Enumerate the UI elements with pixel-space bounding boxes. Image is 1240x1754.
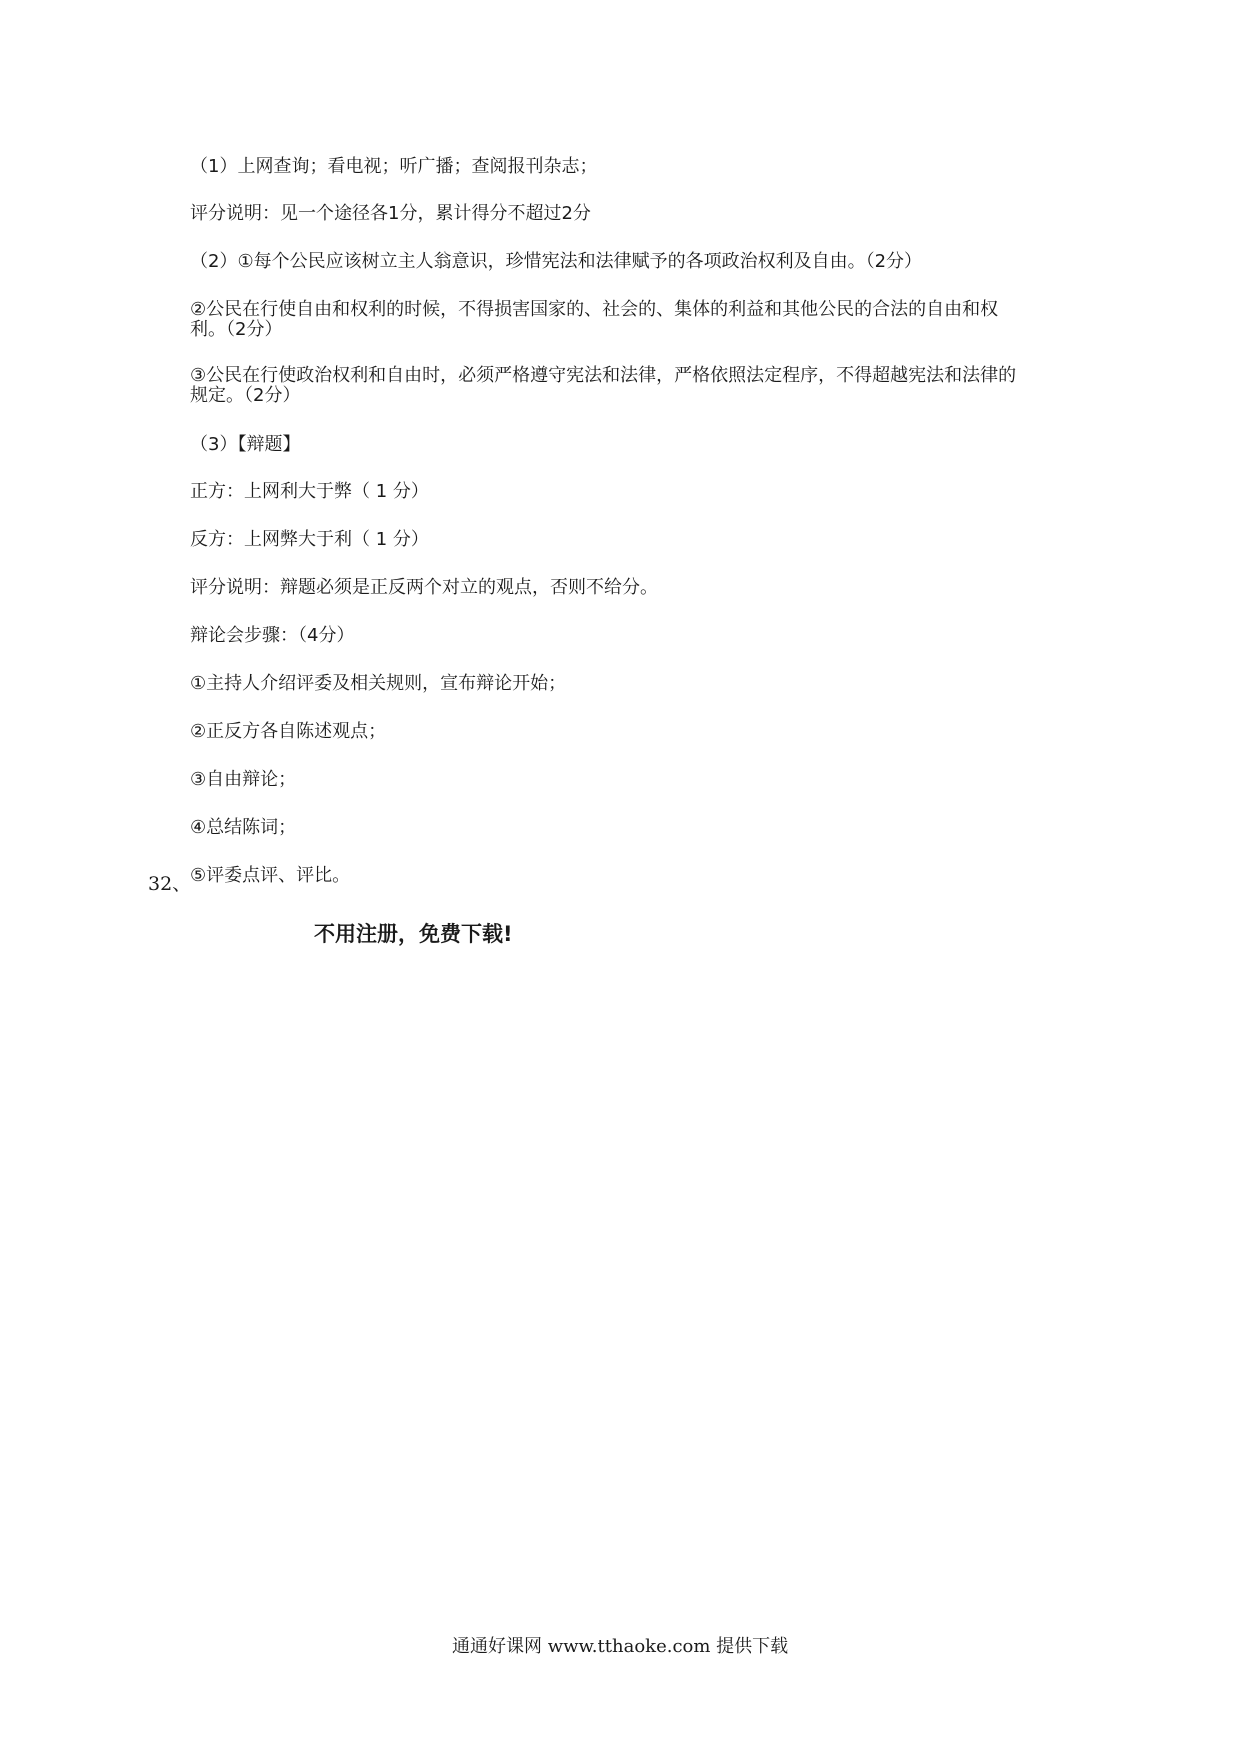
answer-part-3-heading: （3）【辩题】	[190, 434, 301, 455]
page-footer: 通通好课网 www.tthaoke.com 提供下载	[452, 1636, 789, 1657]
scoring-note-3: 评分说明：辩题必须是正反两个对立的观点，否则不给分。	[190, 577, 658, 598]
debate-step-3: ③自由辩论；	[190, 769, 297, 790]
debate-step-4: ④总结陈词；	[190, 817, 297, 838]
scoring-note-1: 评分说明：见一个途径各1分，累计得分不超过2分	[190, 203, 591, 224]
download-notice: 不用注册，免费下载!	[314, 922, 513, 946]
debate-step-1: ①主持人介绍评委及相关规则，宣布辩论开始；	[190, 673, 567, 694]
answer-part-2-point-1: （2）①每个公民应该树立主人翁意识，珍惜宪法和法律赋予的各项政治权利及自由。（2分）	[190, 251, 923, 272]
answer-part-1: （1）上网查询；看电视；听广播；查阅报刊杂志；	[190, 156, 598, 177]
answer-part-2-point-2: ②公民在行使自由和权利的时候，不得损害国家的、社会的、集体的利益和其他公民的合法的自由和权利。（2分）	[190, 299, 999, 340]
negative-side: 反方：上网弊大于利（ 1 分）	[190, 529, 429, 550]
answer-part-2-point-3: ③公民在行使政治权利和自由时，必须严格遵守宪法和法律，严格依照法定程序，不得超越宪法和法律的规定。（2分）	[190, 365, 1017, 406]
debate-step-2: ②正反方各自陈述观点；	[190, 721, 387, 742]
affirmative-side: 正方：上网利大于弊（ 1 分）	[190, 481, 429, 502]
debate-steps-heading: 辩论会步骤：（4分）	[190, 625, 355, 646]
debate-step-5: ⑤评委点评、评比。	[190, 865, 351, 886]
question-number: 32、	[148, 873, 192, 895]
